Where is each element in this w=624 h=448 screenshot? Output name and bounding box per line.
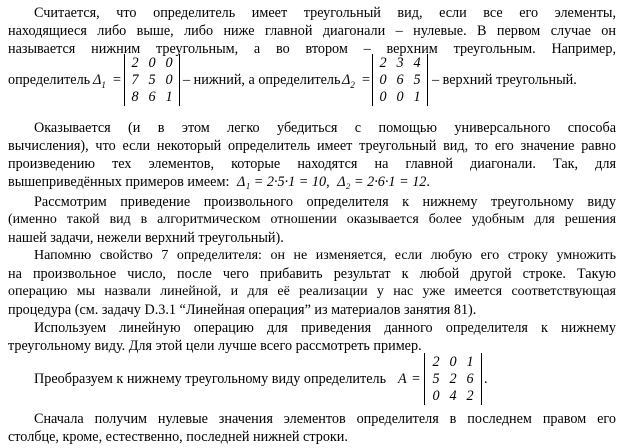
a-end: . [484,371,488,387]
p7-line-1: Сначала получим нулевые значения элементов определителя в последнем правом его [34,411,616,427]
d1-cell: 8 [131,89,139,105]
a-cell: 0 [432,388,440,404]
d1-equals: = [113,72,122,88]
mid-text: – нижний, а определитель [183,72,341,88]
p2-line-1: Оказывается (и в этом легко убедиться с помощью универсального способа [34,120,616,136]
d1-cell: 0 [148,55,156,71]
a-cell: 1 [466,354,474,370]
d2-cell: 5 [413,72,421,88]
d2-cell: 0 [379,72,387,88]
p3-line-1: Рассмотрим приведение произвольного определителя к нижнему треугольному виду [34,194,616,210]
p5-line-1: Используем линейную операцию для приведения данного определителя к нижнему [34,320,616,336]
a-cell: 5 [432,371,440,387]
p4-line-1: Напомню свойство 7 определителя: он не изменяется, если любую его строку умножить [34,248,616,263]
p4-line-4: процедура (см. задачу D.3.1 “Линейная операция” из материалов занятия 81). [8,302,477,318]
a-cell: 6 [466,371,474,387]
a-cell: 4 [449,388,457,404]
d1-matrix [124,54,180,106]
formula-1: Δ₁ = 2·5·1 = 10 [236,174,327,190]
p6-text: Преобразуем к нижнему треугольному виду определитель [34,371,387,387]
a-matrix [424,353,482,405]
d1-cell: 6 [148,89,156,105]
d1-cell: 0 [165,72,173,88]
d2-name: $\Delta_2$ [342,72,355,90]
d1-cell: 0 [165,55,173,71]
a-cell: 2 [449,371,457,387]
a-name: A [398,371,407,387]
a-cell: 2 [432,354,440,370]
d2-cell: 4 [413,55,421,71]
p3-line-2: (именно такой вид в алгоритмическом отношении оказывается более удобным для решения [8,212,616,227]
p7-line-2: столбце, кроме, естественно, последней нижней строки. [8,429,348,445]
d2-equals: = [362,72,371,88]
d2-cell: 0 [379,89,387,105]
d2-cell: 3 [396,55,404,71]
d1-name: $\Delta_1$ [93,72,106,90]
d2-cell: 2 [379,55,387,71]
p2-line-2: вычисления), что если некоторый определитель имеет треугольный вид, то его значение равно [8,138,616,154]
p1-line-1: Считается, что определитель имеет треугольный вид, если все его элементы, [34,5,616,21]
p4-line-3: операцию мы назвали линейной, и для её реализации у нас уже имеется соответствующая [8,284,616,299]
d2-matrix [372,54,428,106]
p2-line-4: вышеприведённых примеров имеем: Δ₁ = 2·5·1 = 10, Δ₂ = 2·6·1 = 12. [8,174,430,190]
end-text: – верхний треугольный. [432,72,577,88]
p1-line-3: называется нижним треугольным, а во втором – верхним треугольным. Например, [8,41,616,57]
p3-line-3: нашей задачи, нежели верхний треугольный). [8,230,284,246]
p1-line-2: находящиеся либо выше, либо ниже главной диагонали – нулевые. В первом случае он [8,23,616,39]
formula-2: Δ₂ = 2·6·1 = 12 [337,174,427,190]
d2-cell: 6 [396,72,404,88]
p4-line-2: на произвольное число, после чего прибавить результат к любой другой строке. Такую [8,266,616,282]
p2-line-3: произведению тех элементов, которые находятся на главной диагонали. Так, для [8,156,616,172]
d1-cell: 2 [131,55,139,71]
d1-cell: 5 [148,72,156,88]
d1-cell: 1 [165,89,173,105]
p5-line-2: треугольному виду. Для этой цели лучше всего рассмотреть пример. [8,338,422,354]
a-cell: 0 [449,354,457,370]
d1-cell: 7 [131,72,139,88]
d2-cell: 1 [413,89,421,105]
a-equals: = [412,371,421,387]
a-cell: 2 [466,388,474,404]
d2-cell: 0 [396,89,404,105]
det-word: определитель [8,72,91,88]
